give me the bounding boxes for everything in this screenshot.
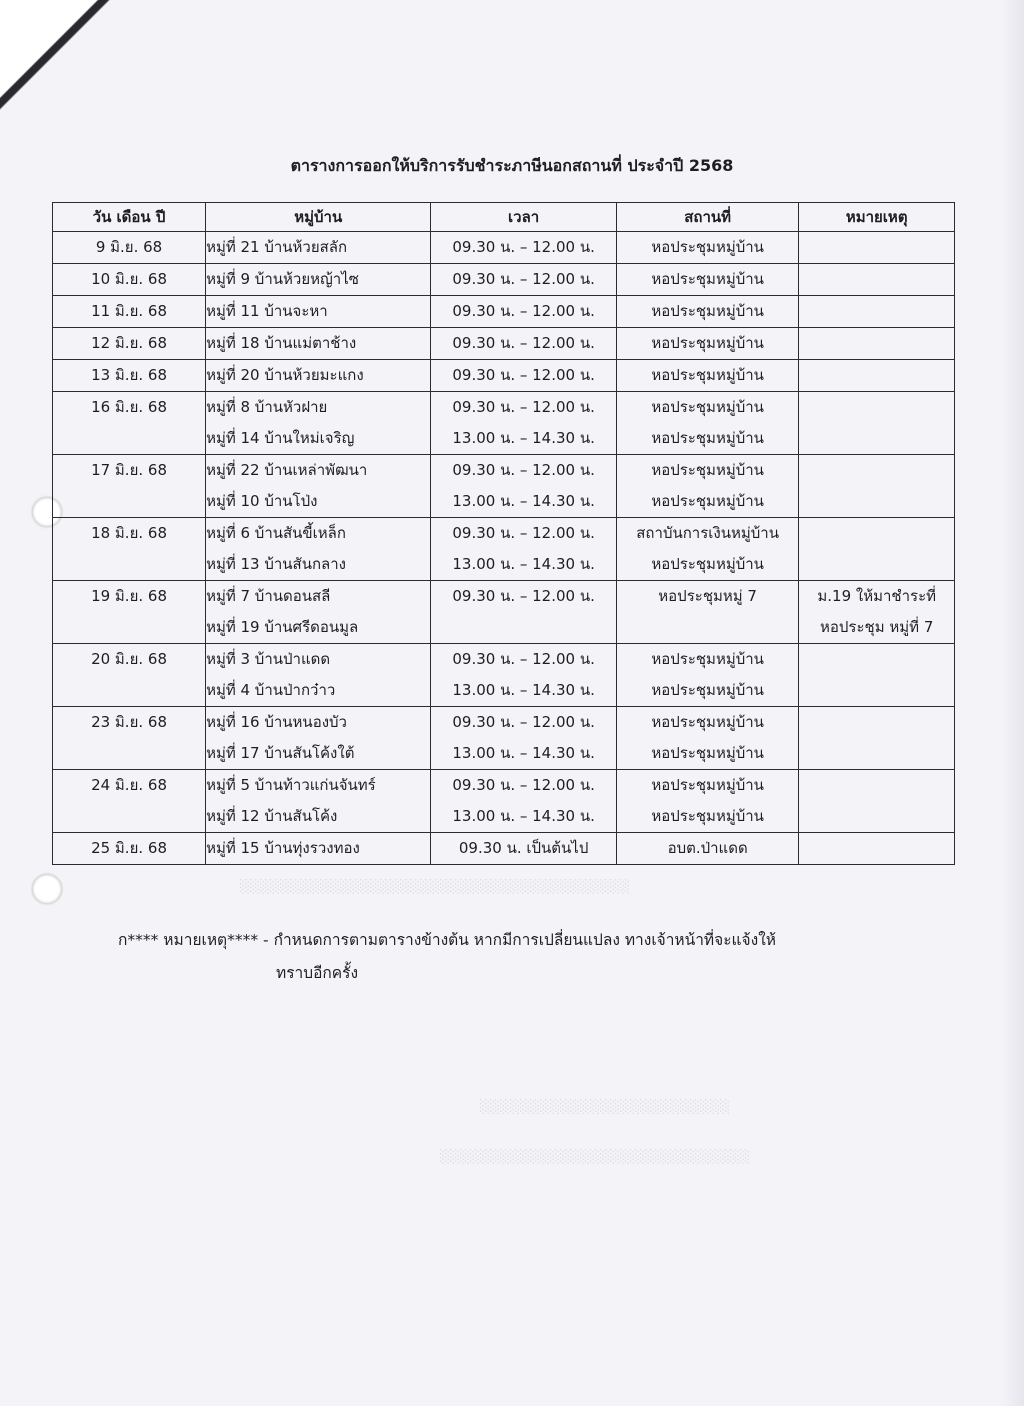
place-text: หอประชุมหมู่บ้าน xyxy=(651,776,764,794)
time-text: 09.30 น. – 12.00 น. xyxy=(452,650,595,668)
cell-date xyxy=(53,392,206,455)
date-text: 25 มิ.ย. 68 xyxy=(91,839,167,857)
cell-village xyxy=(206,328,431,360)
time-text: 09.30 น. – 12.00 น. xyxy=(452,398,595,416)
table-row xyxy=(53,455,955,518)
schedule-table xyxy=(52,202,955,865)
note-text xyxy=(799,518,954,549)
cell-place xyxy=(616,264,799,296)
cell-date xyxy=(53,455,206,518)
footnote xyxy=(118,924,776,990)
note-text xyxy=(799,833,954,864)
place-text: หอประชุมหมู่บ้าน xyxy=(651,302,764,320)
village-text: หมู่ที่ 9 บ้านห้วยหญ้าไซ xyxy=(206,270,359,288)
cell-date xyxy=(53,296,206,328)
cell-time xyxy=(431,296,616,328)
place-text: อบต.ป่าแดด xyxy=(667,839,748,857)
date-text: 24 มิ.ย. 68 xyxy=(91,776,167,794)
date-text: 17 มิ.ย. 68 xyxy=(91,461,167,479)
table-row xyxy=(53,833,955,865)
cell-place xyxy=(616,770,799,833)
village-text: หมู่ที่ 12 บ้านสันโค้ง xyxy=(206,807,338,825)
footnote-line2: ทราบอีกครั้ง xyxy=(276,964,359,982)
time-text: 09.30 น. – 12.00 น. xyxy=(452,334,595,352)
time-text: 13.00 น. – 14.30 น. xyxy=(452,492,595,510)
table-row xyxy=(53,328,955,360)
note-text xyxy=(799,296,954,327)
note-text xyxy=(799,264,954,295)
cell-village xyxy=(206,360,431,392)
village-text: หมู่ที่ 19 บ้านศรีดอนมูล xyxy=(206,618,359,636)
table-row xyxy=(53,264,955,296)
time-text: 09.30 น. – 12.00 น. xyxy=(452,270,595,288)
date-text: 18 มิ.ย. 68 xyxy=(91,524,167,542)
village-text: หมู่ที่ 20 บ้านห้วยมะแกง xyxy=(206,366,364,384)
punch-hole-bottom xyxy=(32,874,62,904)
cell-time xyxy=(431,328,616,360)
cell-place xyxy=(616,232,799,264)
note-text xyxy=(799,675,954,706)
cell-village xyxy=(206,392,431,455)
time-text: 09.30 น. – 12.00 น. xyxy=(452,524,595,542)
cell-time xyxy=(431,707,616,770)
cell-note xyxy=(799,707,955,770)
cell-village xyxy=(206,644,431,707)
time-text: 13.00 น. – 14.30 น. xyxy=(452,807,595,825)
table-row xyxy=(53,232,955,264)
time-text: 13.00 น. – 14.30 น. xyxy=(452,681,595,699)
village-text: หมู่ที่ 14 บ้านใหม่เจริญ xyxy=(206,429,355,447)
place-text: หอประชุมหมู่บ้าน xyxy=(651,744,764,762)
cell-note xyxy=(799,644,955,707)
cell-date xyxy=(53,360,206,392)
cell-village xyxy=(206,264,431,296)
note-text xyxy=(799,549,954,580)
cell-time xyxy=(431,360,616,392)
note-text xyxy=(799,486,954,517)
cell-note xyxy=(799,770,955,833)
header-note: หมายเหตุ xyxy=(799,203,955,232)
cell-date xyxy=(53,232,206,264)
village-text: หมู่ที่ 4 บ้านป่ากว๋าว xyxy=(206,681,336,699)
table-row xyxy=(53,296,955,328)
date-text: 9 มิ.ย. 68 xyxy=(95,238,163,256)
header-place: สถานที่ xyxy=(616,203,799,232)
place-text: หอประชุมหมู่บ้าน xyxy=(651,461,764,479)
place-text: หอประชุมหมู่บ้าน xyxy=(651,713,764,731)
cell-time xyxy=(431,518,616,581)
note-text xyxy=(799,392,954,423)
table-row xyxy=(53,644,955,707)
header-village: หมู่บ้าน xyxy=(206,203,431,232)
bleed-through-text: ░░░░░░░░░░░░░░░░░░░░░░░░░ xyxy=(480,1100,730,1115)
date-text: 12 มิ.ย. 68 xyxy=(91,334,167,352)
table-row xyxy=(53,770,955,833)
cell-village xyxy=(206,296,431,328)
cell-time xyxy=(431,264,616,296)
place-text: หอประชุมหมู่บ้าน xyxy=(651,492,764,510)
cell-time xyxy=(431,833,616,865)
time-text: 09.30 น. – 12.00 น. xyxy=(452,776,595,794)
cell-note xyxy=(799,328,955,360)
date-text: 10 มิ.ย. 68 xyxy=(91,270,167,288)
cell-village xyxy=(206,518,431,581)
document-title: ตารางการออกให้บริการรับชำระภาษีนอกสถานที่ ประจำปี 2568 xyxy=(290,156,734,175)
cell-village xyxy=(206,770,431,833)
table-row xyxy=(53,581,955,644)
cell-time xyxy=(431,644,616,707)
date-text: 13 มิ.ย. 68 xyxy=(91,366,167,384)
cell-date xyxy=(53,644,206,707)
time-text: 09.30 น. – 12.00 น. xyxy=(452,461,595,479)
cell-date xyxy=(53,518,206,581)
village-text: หมู่ที่ 6 บ้านสันขี้เหล็ก xyxy=(206,524,346,542)
cell-place xyxy=(616,644,799,707)
cell-village xyxy=(206,833,431,865)
header-date: วัน เดือน ปี xyxy=(53,203,206,232)
date-text: 16 มิ.ย. 68 xyxy=(91,398,167,416)
table-body xyxy=(53,232,955,865)
cell-note xyxy=(799,296,955,328)
cell-village xyxy=(206,232,431,264)
place-text: หอประชุมหมู่บ้าน xyxy=(651,429,764,447)
table-row xyxy=(53,707,955,770)
place-text: หอประชุมหมู่บ้าน xyxy=(651,555,764,573)
cell-place xyxy=(616,328,799,360)
date-text: 20 มิ.ย. 68 xyxy=(91,650,167,668)
time-text: 09.30 น. – 12.00 น. xyxy=(452,366,595,384)
cell-place xyxy=(616,360,799,392)
place-text xyxy=(617,612,799,643)
cell-place xyxy=(616,518,799,581)
place-text: หอประชุมหมู่บ้าน xyxy=(651,334,764,352)
date-text: 11 มิ.ย. 68 xyxy=(91,302,167,320)
note-text xyxy=(799,232,954,263)
village-text: หมู่ที่ 7 บ้านดอนสลี xyxy=(206,587,331,605)
footnote-line1: - กำหนดการตามตารางข้างต้น หากมีการเปลี่ยนแปลง ทางเจ้าหน้าที่จะแจ้งให้ xyxy=(258,931,776,949)
cell-date xyxy=(53,833,206,865)
time-text: 13.00 น. – 14.30 น. xyxy=(452,429,595,447)
cell-village xyxy=(206,707,431,770)
time-text: 09.30 น. – 12.00 น. xyxy=(452,238,595,256)
cell-note xyxy=(799,518,955,581)
table-header-row xyxy=(53,203,955,232)
cell-note xyxy=(799,833,955,865)
paper-edge-shadow xyxy=(1002,0,1024,1406)
village-text: หมู่ที่ 5 บ้านท้าวแก่นจันทร์ xyxy=(206,776,376,794)
cell-date xyxy=(53,581,206,644)
cell-place xyxy=(616,581,799,644)
cell-note xyxy=(799,392,955,455)
note-text xyxy=(799,770,954,801)
village-text: หมู่ที่ 10 บ้านโป่ง xyxy=(206,492,318,510)
date-text: 19 มิ.ย. 68 xyxy=(91,587,167,605)
header-time: เวลา xyxy=(431,203,616,232)
cell-time xyxy=(431,392,616,455)
cell-place xyxy=(616,296,799,328)
note-text xyxy=(799,644,954,675)
footnote-label: ก**** หมายเหตุ**** xyxy=(118,931,259,949)
note-text: ม.19 ให้มาชำระที่ xyxy=(817,587,937,605)
cell-note xyxy=(799,232,955,264)
time-text: 09.30 น. – 12.00 น. xyxy=(452,713,595,731)
place-text: หอประชุมหมู่ 7 xyxy=(658,587,757,605)
cell-date xyxy=(53,264,206,296)
note-text: หอประชุม หมู่ที่ 7 xyxy=(820,618,934,636)
place-text: หอประชุมหมู่บ้าน xyxy=(651,270,764,288)
note-text xyxy=(799,328,954,359)
place-text: หอประชุมหมู่บ้าน xyxy=(651,238,764,256)
cell-note xyxy=(799,581,955,644)
place-text: หอประชุมหมู่บ้าน xyxy=(651,807,764,825)
cell-time xyxy=(431,455,616,518)
cell-note xyxy=(799,360,955,392)
village-text: หมู่ที่ 21 บ้านห้วยสลัก xyxy=(206,238,348,256)
cell-village xyxy=(206,581,431,644)
note-text xyxy=(799,738,954,769)
time-text: 09.30 น. – 12.00 น. xyxy=(452,302,595,320)
table-row xyxy=(53,392,955,455)
date-text: 23 มิ.ย. 68 xyxy=(91,713,167,731)
cell-place xyxy=(616,392,799,455)
cell-place xyxy=(616,455,799,518)
place-text: หอประชุมหมู่บ้าน xyxy=(651,398,764,416)
cell-note xyxy=(799,455,955,518)
note-text xyxy=(799,423,954,454)
village-text: หมู่ที่ 15 บ้านทุ่งรวงทอง xyxy=(206,839,360,857)
time-text: 13.00 น. – 14.30 น. xyxy=(452,744,595,762)
village-text: หมู่ที่ 17 บ้านสันโค้งใต้ xyxy=(206,744,355,762)
table-row xyxy=(53,518,955,581)
place-text: หอประชุมหมู่บ้าน xyxy=(651,650,764,668)
note-text xyxy=(799,360,954,391)
village-text: หมู่ที่ 16 บ้านหนองบัว xyxy=(206,713,347,731)
cell-date xyxy=(53,707,206,770)
note-text xyxy=(799,455,954,486)
place-text: หอประชุมหมู่บ้าน xyxy=(651,681,764,699)
cell-time xyxy=(431,232,616,264)
village-text: หมู่ที่ 22 บ้านเหล่าพัฒนา xyxy=(206,461,368,479)
time-text xyxy=(431,612,615,643)
cell-village xyxy=(206,455,431,518)
cell-place xyxy=(616,707,799,770)
note-text xyxy=(799,707,954,738)
table-row xyxy=(53,360,955,392)
time-text: 09.30 น. – 12.00 น. xyxy=(452,587,595,605)
cell-place xyxy=(616,833,799,865)
folded-corner-page xyxy=(0,0,110,110)
time-text: 13.00 น. – 14.30 น. xyxy=(452,555,595,573)
time-text: 09.30 น. เป็นต้นไป xyxy=(458,839,589,857)
cell-time xyxy=(431,581,616,644)
village-text: หมู่ที่ 11 บ้านจะหา xyxy=(206,302,328,320)
place-text: สถาบันการเงินหมู่บ้าน xyxy=(636,524,779,542)
village-text: หมู่ที่ 13 บ้านสันกลาง xyxy=(206,555,346,573)
village-text: หมู่ที่ 18 บ้านแม่ตาช้าง xyxy=(206,334,357,352)
cell-time xyxy=(431,770,616,833)
village-text: หมู่ที่ 8 บ้านหัวฝาย xyxy=(206,398,328,416)
cell-note xyxy=(799,264,955,296)
village-text: หมู่ที่ 3 บ้านป่าแดด xyxy=(206,650,331,668)
bleed-through-text: ░░░░░░░░░░░░░░░░░░░░░░░░░░░░░░░░░░░░░░░ xyxy=(240,880,630,895)
cell-date xyxy=(53,328,206,360)
bleed-through-text: ░░░░░░░░░░░░░░░░░░░░░░░░░░░░░░░ xyxy=(440,1150,750,1165)
note-text xyxy=(799,801,954,832)
cell-date xyxy=(53,770,206,833)
place-text: หอประชุมหมู่บ้าน xyxy=(651,366,764,384)
